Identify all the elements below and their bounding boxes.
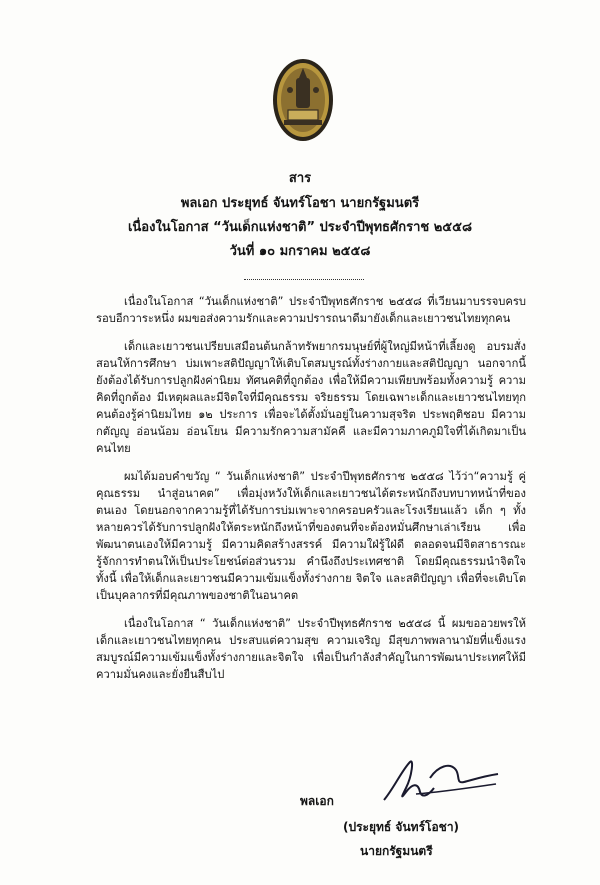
letter-title: สาร xyxy=(288,171,312,186)
signature-rank: พลเอก xyxy=(300,794,334,808)
paragraph-3: ผมได้มอบคำขวัญ “ วันเด็กแห่งชาติ” ประจำปีพุทธศักราช ๒๕๕๘ ไว้ว่า“ความรู้ คู่คุณธรรม นำสู่อนาคต” เพื่อมุ่งหวังให้เด็กและเยาวชนได้ตระหนักถึงบทบาทหน้าที่ของตนเอง โดยนอกจากความรู้ที่ได้รับการบ่มเพาะจากครอบครัวและโรงเรียนแล้ว เด็ก ๆ ทั้งหลายควรได้รับการปลูกฝังให้ตระหนักถึงหน้าที่ของตนที่จะต้องหมั่นศึกษาเล่าเรียน เพื่อพัฒนาตนเองให้มีความรู้ มีความคิดสร้างสรรค์ มีความใฝ่รู้ใฝ่ดี ตลอดจนมีจิตสาธารณะ รู้จักการทำตนให้เป็นประโยชน์ต่อส่วนรวม คำนึงถึงประเทศชาติ โดยมีคุณธรรมนำจิตใจ ทั้งนี้ เพื่อให้เด็กและเยาวชนมีความเข้มแข็งทั้งร่างกาย จิตใจ และสติปัญญา เพื่อที่จะเติบโตเป็นบุคลากรที่มีคุณภาพของชาติในอนาคต xyxy=(96,470,526,602)
government-seal-icon xyxy=(272,58,334,142)
paragraph-1: เนื่องในโอกาส “วันเด็กแห่งชาติ” ประจำปีพุทธศักราช ๒๕๕๘ ที่เวียนมาบรรจบครบรอบอีกวาระหนึ่ง ผมขอส่งความรักและความปรารถนาดีมายังเด็กและเยาวชนไทยทุกคน xyxy=(96,295,526,325)
date-line: วันที่ ๑๐ มกราคม ๒๕๕๘ xyxy=(229,244,371,259)
paragraph-2: เด็กและเยาวชนเปรียบเสมือนต้นกล้าทรัพยากรมนุษย์ที่ผู้ใหญ่มีหน้าที่เลี้ยงดู อบรมสั่งสอนให้การศึกษา บ่มเพาะสติปัญญาให้เติบโตสมบูรณ์ทั้งร่างกายและสติปัญญา นอกจากนี้ยังต้องได้รับการปลูกฝังค่านิยม ทัศนคติที่ถูกต้อง เพื่อให้มีความเพียบพร้อมทั้งความรู้ ความคิดที่ถูกต้อง มีเหตุผลและมีจิตใจที่มีคุณธรรม จริยธรรม โดยเฉพาะเด็กและเยาวชนไทยทุกคนต้องรู้ค่านิยมไทย ๑๒ ประการ เพื่อจะได้ตั้งมั่นอยู่ในความสุจริต ประพฤติชอบ มีความกตัญญู อ่อนน้อม อ่อนโยน มีความรักความสามัคคี และมีความภาคภูมิใจที่ได้เกิดมาเป็นคนไทย xyxy=(96,340,526,455)
letter-body xyxy=(96,293,526,694)
signature-name: (ประยุทธ์ จันทร์โอชา) xyxy=(343,820,460,834)
paragraph-4: เนื่องในโอกาส “ วันเด็กแห่งชาติ” ประจำปีพุทธศักราช ๒๕๕๘ นี้ ผมขออวยพรให้เด็กและเยาวชนไทยทุกคน ประสบแต่ความสุข ความเจริญ มีสุขภาพพลานามัยที่แข็งแรงสมบูรณ์มีความเข้มแข็งทั้งร่างกายและจิตใจ เพื่อเป็นกำลังสำคัญในการพัฒนาประเทศให้มีความมั่นคงและยั่งยืนสืบไป xyxy=(96,617,526,681)
signature-position: นายกรัฐมนตรี xyxy=(360,844,433,858)
dotted-divider xyxy=(244,279,364,280)
occasion-line: เนื่องในโอกาส “วันเด็กแห่งชาติ” ประจำปีพุทธศักราช ๒๕๕๘ xyxy=(127,220,473,235)
handwritten-signature xyxy=(372,748,502,810)
speaker-line: พลเอก ประยุทธ์ จันทร์โอชา นายกรัฐมนตรี xyxy=(180,196,420,211)
